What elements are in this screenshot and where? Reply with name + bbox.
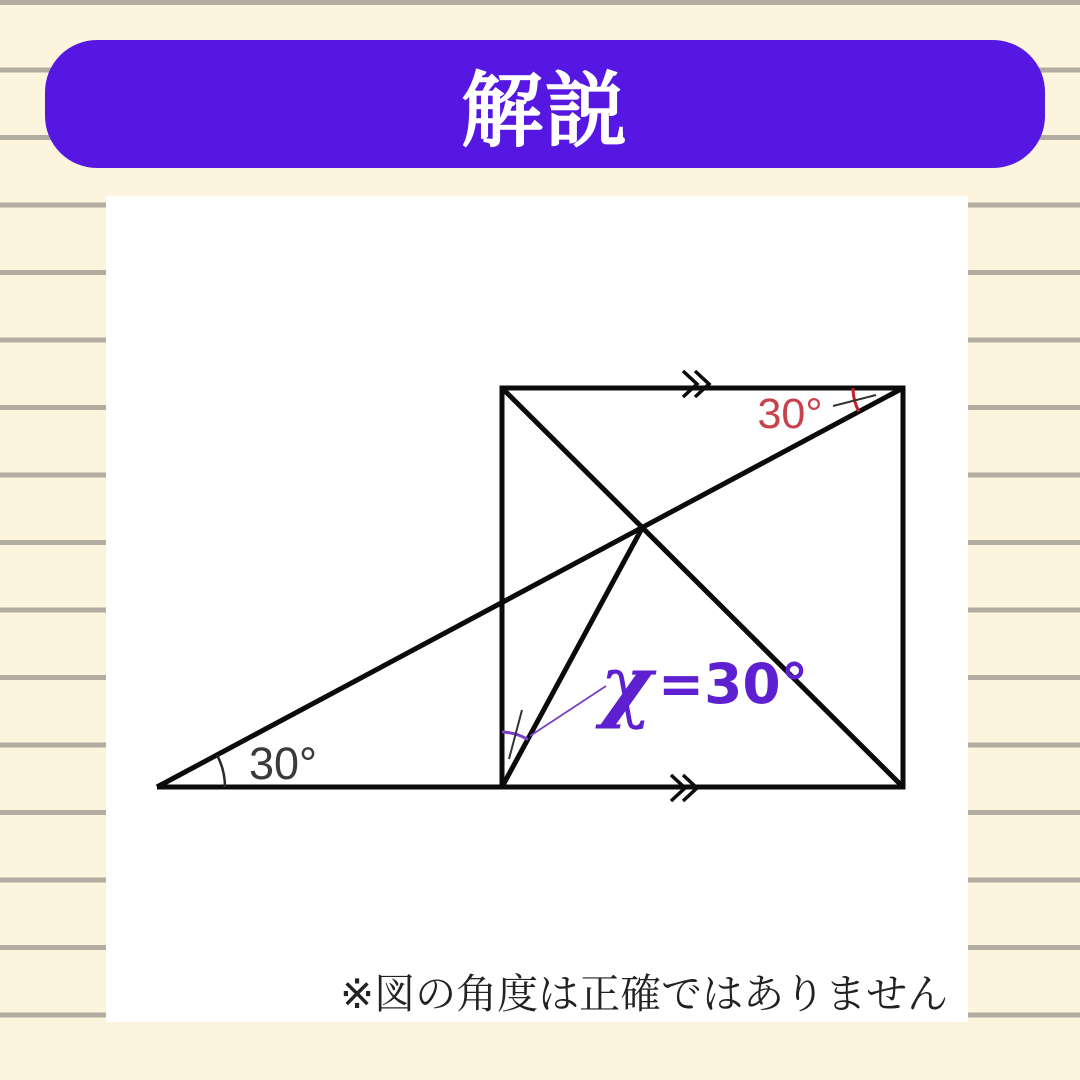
apex-angle-label: 30° [248, 738, 318, 789]
figure-card [106, 196, 968, 1022]
page-title: 解説 [460, 63, 629, 159]
x-value-label: =30° [658, 652, 809, 716]
x-variable-label: χ [600, 637, 653, 731]
title-banner [45, 40, 1045, 168]
top-right-angle-label: 30° [757, 390, 823, 438]
accuracy-note: ※図の角度は正確ではありません [339, 970, 949, 1018]
